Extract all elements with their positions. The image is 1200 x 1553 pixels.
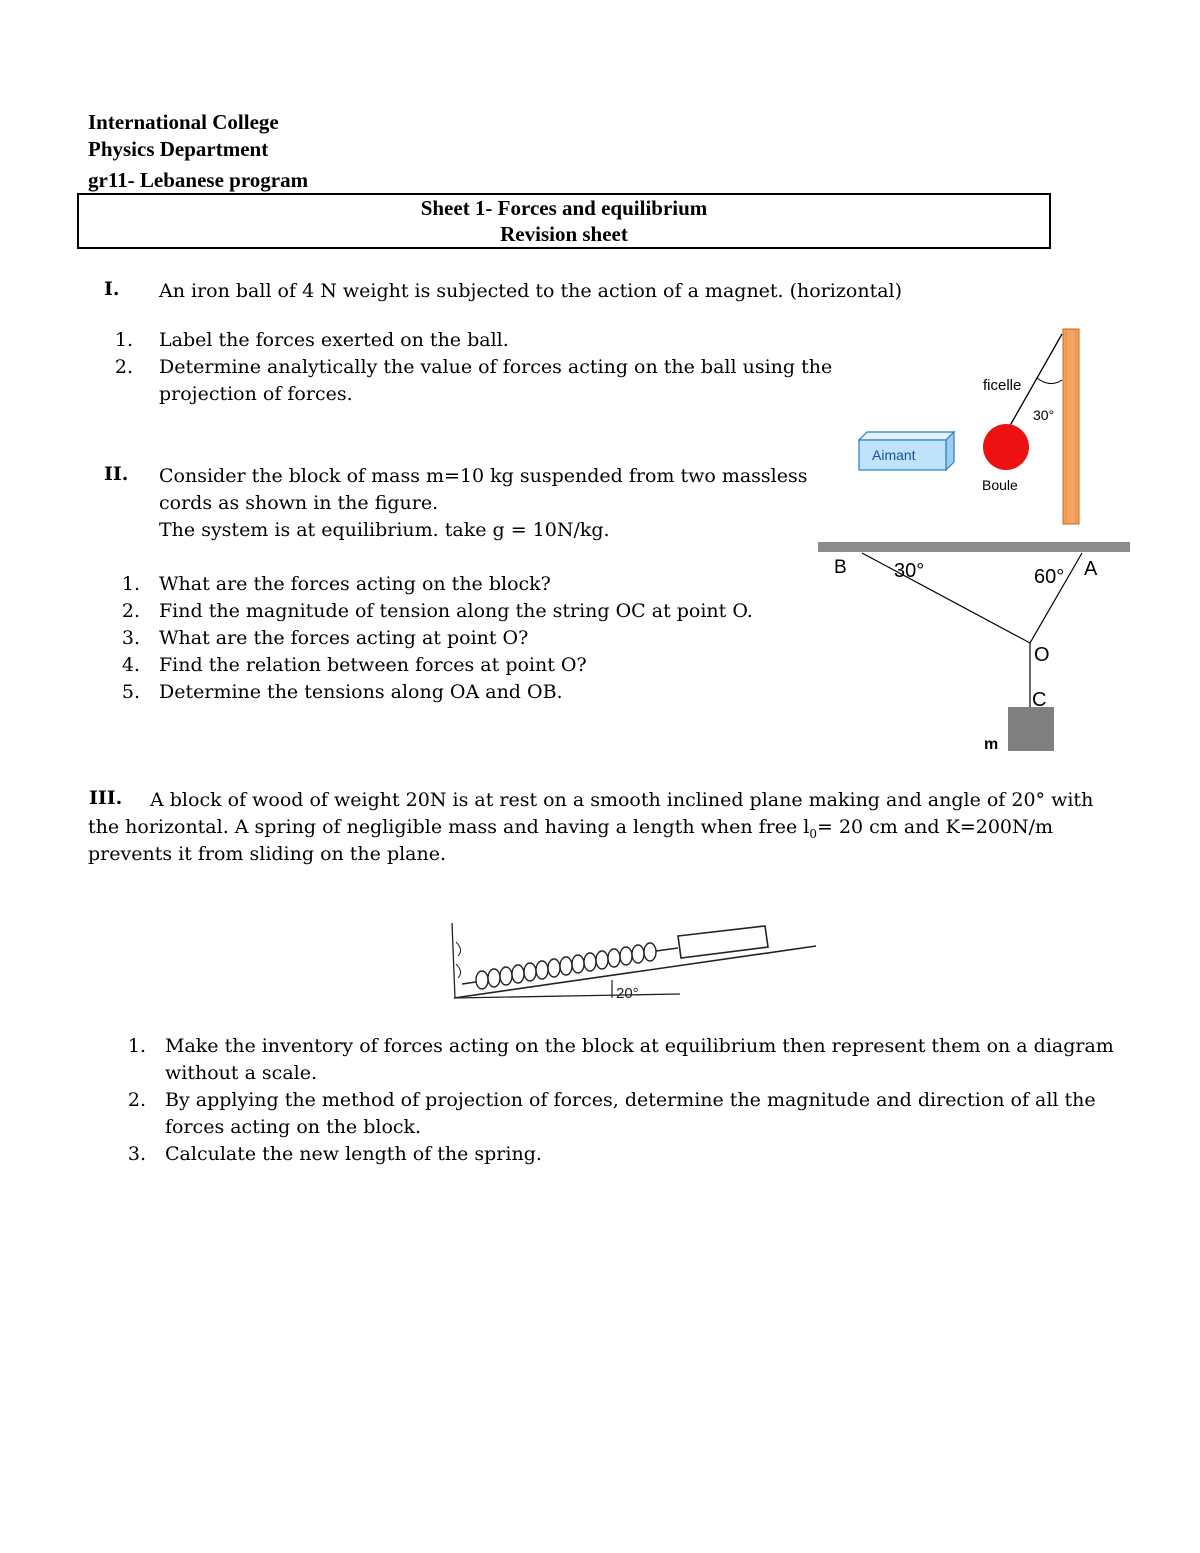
string-label: ficelle [983,377,1022,394]
section2-numeral: II. [104,463,129,485]
program-name: gr11- Lebanese program [88,168,309,192]
section2-intro-line1: Consider the block of mass m=10 kg suspended from two massless [159,465,808,487]
section1-intro: An iron ball of 4 N weight is subjected to the action of a magnet. (horizontal) [159,280,903,302]
section2-item2-text: Find the magnitude of tension along the string OC at point O. [159,600,753,622]
school-name: International College [88,110,279,134]
angle-30-label: 30° [894,560,925,582]
iron-ball [983,424,1029,470]
section3-item2-text: By applying the method of projection of forces, determine the magnitude and direction of all the [165,1089,1096,1111]
label-C: C [1032,689,1047,711]
title-box [77,193,1051,249]
angle-30-label: 30° [1033,407,1055,423]
incline-spring-figure [440,910,820,1005]
section1-item1-text: Label the forces exerted on the ball. [159,329,509,351]
section2-item3-num: 3. [121,627,140,649]
section2-item5-num: 5. [121,681,140,703]
section2-item1-num: 1. [121,573,140,595]
mass-block [1008,707,1054,751]
section3-intro-line2: the horizontal. A spring of negligible mass and having a length when free $l_0= 20$ cm and K=200N/m [88,816,1054,841]
label-O: O [1034,644,1050,666]
cord-OB [862,553,1030,643]
sheet-title: Sheet 1- Forces and equilibrium [420,196,708,220]
section2-item3-text: What are the forces acting at point O? [159,627,529,649]
section1-item1-num: 1. [114,329,133,351]
angle-60-label: 60° [1034,566,1065,588]
section3-item2-num: 2. [127,1089,146,1111]
section3-intro-line1: A block of wood of weight 20N is at rest on a smooth inclined plane making and angle of 20° with [150,789,1094,811]
section3-item1-num: 1. [127,1035,146,1057]
section3-intro-line3: prevents it from sliding on the plane. [88,843,447,865]
section1-item2-text: Determine analytically the value of forces acting on the ball using the [159,356,833,378]
section2-item4-num: 4. [121,654,140,676]
ground-line [454,994,680,998]
section2-item5-text: Determine the tensions along OA and OB. [159,681,563,703]
section2-intro-line3: The system is at equilibrium. take g = 10N/kg. [159,519,610,541]
label-A: A [1084,558,1098,580]
label-B: B [834,557,847,578]
angle-arc [1037,378,1062,384]
section3-item2-cont: forces acting on the block. [165,1116,422,1138]
section2-item2-num: 2. [121,600,140,622]
magnet-label: Aimant [872,447,916,463]
suspended-block-figure [810,535,1140,760]
section2-item4-text: Find the relation between forces at point O? [159,654,587,676]
magnet-ball-figure [850,320,1090,530]
wall-shape [1063,329,1079,524]
ball-label: Boule [982,477,1018,493]
section1-item2-num: 2. [114,356,133,378]
label-m: m [984,736,999,753]
section2-intro-line2: cords as shown in the figure. [159,492,439,514]
section3-item1-text: Make the inventory of forces acting on the block at equilibrium then represent them on a diagram [165,1035,1114,1057]
ceiling-bar [818,542,1130,552]
incline-angle-label: 20° [616,985,639,1002]
section3-item1-cont: without a scale. [165,1062,318,1084]
wood-block [678,926,768,958]
department-name: Physics Department [88,137,269,161]
section3-item3-num: 3. [127,1143,146,1165]
sheet-subtitle: Revision sheet [500,222,628,246]
section3-numeral: III. [89,787,123,809]
section1-item2-cont: projection of forces. [159,383,353,405]
section1-numeral: I. [104,278,120,300]
section3-item3-text: Calculate the new length of the spring. [165,1143,542,1165]
section2-item1-text: What are the forces acting on the block? [159,573,551,595]
